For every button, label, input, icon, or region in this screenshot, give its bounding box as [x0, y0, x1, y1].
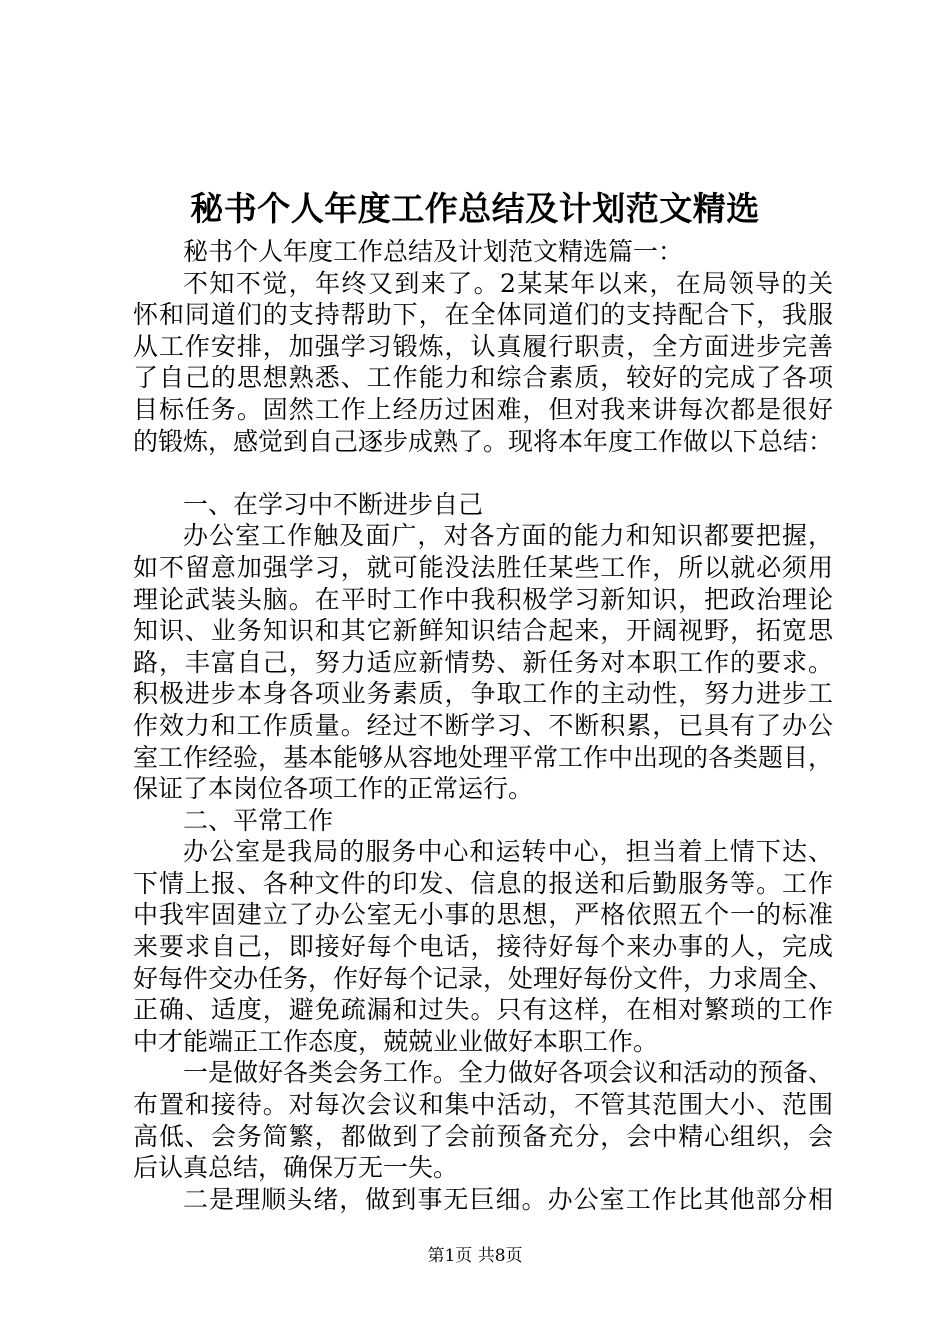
paragraph-line: 办公室工作触及面广，对各方面的能力和知识都要把握，: [183, 521, 833, 551]
document-body: [133, 236, 833, 1215]
paragraph-line: 如不留意加强学习，就可能没法胜任某些工作，所以就必须用: [133, 552, 833, 582]
paragraph-line: 保证了本岗位各项工作的正常运行。: [133, 774, 534, 804]
paragraph-line: 了自己的思想熟悉、工作能力和综合素质，较好的完成了各项: [133, 363, 833, 393]
paragraph-line: 中才能端正工作态度，兢兢业业做好本职工作。: [133, 1026, 659, 1056]
paragraph-line: 室工作经验，基本能够从容地处理平常工作中出现的各类题目，: [133, 742, 833, 772]
paragraph-line: 好每件交办任务，作好每个记录，处理好每份文件，力求周全、: [133, 963, 833, 993]
paragraph-line: 后认真总结，确保万无一失。: [133, 1153, 459, 1183]
paragraph-line: 不知不觉，年终又到来了。2某某年以来，在局领导的关: [183, 268, 833, 298]
paragraph-line: 怀和同道们的支持帮助下，在全体同道们的支持配合下，我服: [133, 300, 833, 330]
paragraph-line: 从工作安排，加强学习锻炼，认真履行职责，全方面进步完善: [133, 331, 833, 361]
paragraph-line: 二是理顺头绪，做到事无巨细。办公室工作比其他部分相: [183, 1184, 833, 1214]
paragraph-line: 布置和接待。对每次会议和集中活动，不管其范围大小、范围: [133, 1090, 833, 1120]
blank-line: [133, 457, 833, 489]
paragraph-line: 目标任务。固然工作上经历过困难，但对我来讲每次都是很好: [133, 394, 833, 424]
paragraph-line: 高低、会务简繁，都做到了会前预备充分，会中精心组织，会: [133, 1121, 833, 1151]
paragraph-line: 来要求自己，即接好每个电话，接待好每个来办事的人，完成: [133, 932, 833, 962]
section-heading: 二、平常工作: [183, 805, 334, 835]
paragraph-line: 正确、适度，避免疏漏和过失。只有这样，在相对繁琐的工作: [133, 995, 833, 1025]
paragraph-line: 理论武装头脑。在平时工作中我积极学习新知识，把政治理论: [133, 584, 833, 614]
paragraph-line: 积极进步本身各项业务素质，争取工作的主动性，努力进步工: [133, 679, 833, 709]
paragraph-line: 知识、业务知识和其它新鲜知识结合起来，开阔视野，拓宽思: [133, 616, 833, 646]
section-heading: 一、在学习中不断进步自己: [183, 489, 484, 519]
page-number: 第1页 共8页: [427, 1246, 523, 1266]
document-title: 秘书个人年度工作总结及计划范文精选: [190, 189, 760, 228]
paragraph-line: 的锻炼，感觉到自己逐步成熟了。现将本年度工作做以下总结：: [133, 426, 833, 456]
paragraph-line: 办公室是我局的服务中心和运转中心，担当着上情下达、: [183, 837, 833, 867]
paragraph-line: 一是做好各类会务工作。全力做好各项会议和活动的预备、: [183, 1058, 833, 1088]
paragraph-line: 作效力和工作质量。经过不断学习、不断积累，已具有了办公: [133, 710, 833, 740]
section-heading-intro: 秘书个人年度工作总结及计划范文精选篇一：: [183, 237, 684, 266]
paragraph-line: 中我牢固建立了办公室无小事的思想，严格依照五个一的标准: [133, 900, 833, 930]
paragraph-line: 下情上报、各种文件的印发、信息的报送和后勤服务等。工作: [133, 868, 833, 898]
paragraph-line: 路，丰富自己，努力适应新情势、新任务对本职工作的要求。: [133, 647, 833, 677]
